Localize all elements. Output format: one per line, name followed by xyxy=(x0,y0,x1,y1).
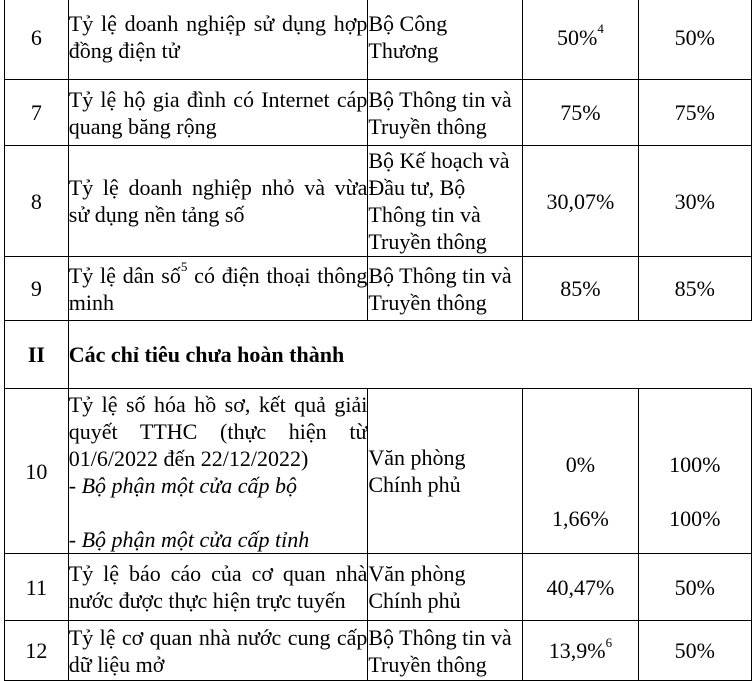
value-text: 50% xyxy=(557,24,598,50)
indicator-sub-province: - Bộ phận một cửa cấp tỉnh xyxy=(68,527,310,552)
indicator-text: Tỷ lệ cơ quan nhà nước cung cấp dữ liệu mở xyxy=(68,621,368,681)
target-value: 75% xyxy=(638,80,751,146)
achieved-value xyxy=(523,621,638,681)
row-number: 10 xyxy=(5,389,69,554)
target-value: 50% xyxy=(638,0,751,80)
row-number: 8 xyxy=(5,146,69,257)
row-number: 7 xyxy=(5,80,69,146)
row-number: 12 xyxy=(5,621,69,681)
indicator-table xyxy=(4,0,752,681)
indicator-text-part: Tỷ lệ dân số xyxy=(68,262,181,288)
responsible-unit: Bộ Thông tin và Truyền thông xyxy=(368,80,523,146)
footnote-mark: 6 xyxy=(605,634,613,650)
responsible-unit: Văn phòng Chính phủ xyxy=(368,554,523,621)
achieved-value: 30,07% xyxy=(523,146,638,257)
indicator-text xyxy=(68,257,368,321)
responsible-unit: Bộ Thông tin và Truyền thông xyxy=(368,257,523,321)
achieved-value: 75% xyxy=(523,80,638,146)
achieved-value xyxy=(523,0,638,80)
responsible-unit: Văn phòng Chính phủ xyxy=(368,389,523,554)
indicator-text-part: có điện thoại thông minh xyxy=(68,262,368,315)
responsible-unit: Bộ Công Thương xyxy=(368,0,523,80)
target-value: 30% xyxy=(638,146,751,257)
section-number: II xyxy=(5,321,69,389)
target-province: 100% xyxy=(669,506,721,531)
row-number: 11 xyxy=(5,554,69,621)
value-province: 1,66% xyxy=(552,506,609,531)
row-number: 6 xyxy=(5,0,69,80)
target-ministry: 100% xyxy=(669,452,721,477)
indicator-text: Tỷ lệ doanh nghiệp nhỏ và vừa sử dụng nền tảng số xyxy=(68,146,368,257)
target-value: 50% xyxy=(638,621,751,681)
table-row xyxy=(5,257,752,321)
achieved-value: 40,47% xyxy=(523,554,638,621)
section-title: Các chỉ tiêu chưa hoàn thành xyxy=(68,321,751,389)
value-text: 13,9% xyxy=(548,638,606,663)
target-value: 85% xyxy=(638,257,751,321)
footnote-mark: 5 xyxy=(180,259,188,275)
table-row xyxy=(5,554,752,621)
table-row xyxy=(5,80,752,146)
table-row xyxy=(5,0,752,80)
row-number: 9 xyxy=(5,257,69,321)
indicator-main: Tỷ lệ số hóa hồ sơ, kết quả giải quyết TTHC (thực hiện từ 01/6/2022 đến 22/12/2022) xyxy=(68,392,368,471)
table-row xyxy=(5,146,752,257)
target-value: 50% xyxy=(638,554,751,621)
responsible-unit: Bộ Kế hoạch và Đầu tư, Bộ Thông tin và Truyền thông xyxy=(368,146,523,257)
indicator-text: Tỷ lệ hộ gia đình có Internet cáp quang băng rộng xyxy=(68,80,368,146)
indicator-sub-ministry: - Bộ phận một cửa cấp bộ xyxy=(68,473,298,498)
achieved-value xyxy=(523,389,638,554)
indicator-text xyxy=(68,389,368,554)
section-header-row xyxy=(5,321,752,389)
spacer xyxy=(69,499,368,526)
value-ministry: 0% xyxy=(565,452,596,477)
footnote-mark: 4 xyxy=(597,21,604,37)
achieved-value: 85% xyxy=(523,257,638,321)
table-row xyxy=(5,389,752,554)
indicator-text: Tỷ lệ báo cáo của cơ quan nhà nước được thực hiện trực tuyến xyxy=(68,554,368,621)
indicator-text: Tỷ lệ doanh nghiệp sử dụng hợp đồng điện tử xyxy=(68,0,368,80)
target-value xyxy=(638,389,751,554)
responsible-unit: Bộ Thông tin và Truyền thông xyxy=(368,621,523,681)
table-row xyxy=(5,621,752,681)
